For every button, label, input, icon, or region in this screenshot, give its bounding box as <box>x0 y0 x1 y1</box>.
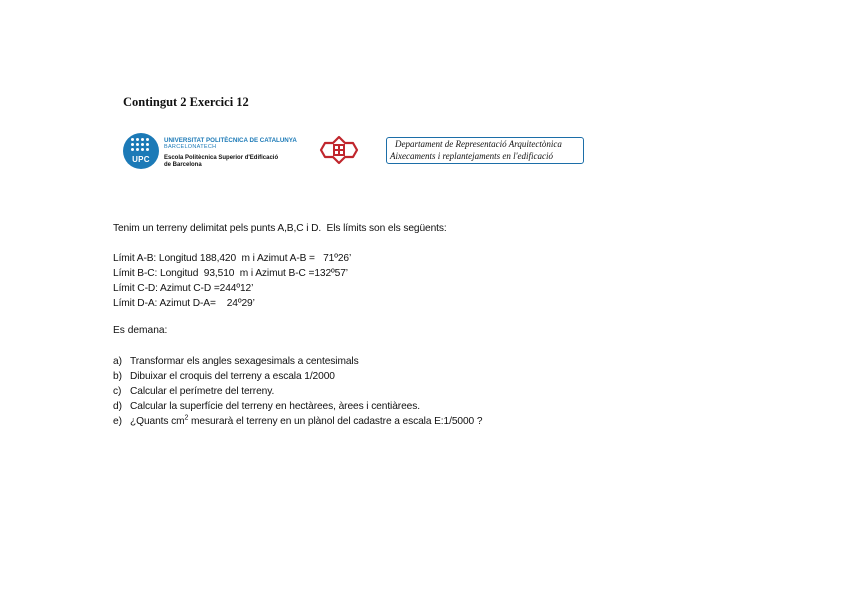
task-text-before: ¿Quants cm <box>130 416 185 427</box>
task-text: Calcular el perímetre del terreny. <box>130 386 275 397</box>
school-name-line2: de Barcelona <box>164 162 202 168</box>
task-item-e <box>113 414 482 429</box>
task-item-a <box>113 354 482 369</box>
department-line2: Aixecaments i replantejaments en l'edificació <box>390 150 554 161</box>
task-letter: e) <box>113 416 122 427</box>
barcelonatech-label: BARCELONATECH <box>164 144 217 150</box>
limit-line-bc: Límit B-C: Longitud 93,510 m i Azimut B-C =132º57’ <box>113 268 348 279</box>
task-text: Transformar els angles sexagesimals a centesimals <box>130 356 359 367</box>
page-title: Contingut 2 Exercici 12 <box>123 95 249 109</box>
task-letter: a) <box>113 356 122 367</box>
task-item-d <box>113 399 482 414</box>
task-letter: b) <box>113 371 122 382</box>
limit-line-ab: Límit A-B: Longitud 188,420 m i Azimut A-B = 71º26’ <box>113 253 352 264</box>
school-emblem-icon <box>319 135 359 165</box>
task-list <box>113 354 482 429</box>
task-text: Calcular la superfície del terreny en hectàrees, àrees i centiàrees. <box>130 401 420 412</box>
task-item-c <box>113 384 482 399</box>
task-text: Dibuixar el croquis del terreny a escala 1/2000 <box>130 371 335 382</box>
task-letter: c) <box>113 386 122 397</box>
school-name-line1: Escola Politècnica Superior d'Edificació <box>164 155 279 161</box>
limit-line-da: Límit D-A: Azimut D-A= 24º29’ <box>113 298 255 309</box>
university-name: UNIVERSITAT POLITÈCNICA DE CATALUNYA <box>164 137 297 144</box>
department-line1: Departament de Representació Arquitectònica <box>395 139 562 149</box>
department-box <box>386 137 584 164</box>
upc-emblem-icon <box>123 133 159 169</box>
limit-line-cd: Límit C-D: Azimut C-D =244º12’ <box>113 283 254 294</box>
asks-label: Es demana: <box>113 325 168 336</box>
upc-logo <box>123 132 363 176</box>
task-text-after: mesurarà el terreny en un plànol del cadastre a escala E:1/5000 ? <box>188 416 483 427</box>
task-superscript: 2 <box>184 414 189 422</box>
intro-text: Tenim un terreny delimitat pels punts A,B,C i D. Els límits son els següents: <box>113 223 447 234</box>
upc-label: UPC <box>132 155 150 164</box>
task-letter: d) <box>113 401 122 412</box>
task-item-b <box>113 369 482 384</box>
